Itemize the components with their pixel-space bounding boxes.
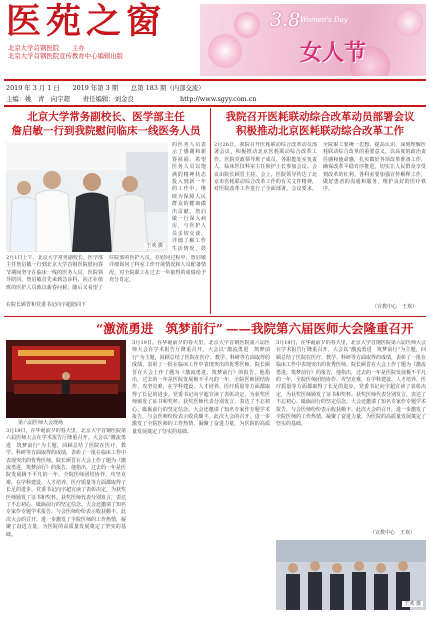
- flower-decoration: [395, 8, 423, 36]
- date-issue: 2019 年 3 月 1 日 2019 年第 3 期 总第 183 期（内部交流）: [6, 84, 205, 92]
- article3-body-right: 3月19日，在华诞前夕的春天里，北京大学首钢医院第六届医师大会在学术报告厅隆重召开。大会以“激流勇进 筑梦前行”为主题，回顾总结了医院在医疗、教学、科研等方面取得的成绩，表彰了一批在临床工作中表现突出的优秀医师。院长顾晋在大会上作了题为《激流勇进，筑梦前行》的报告，他指出，过去的一年是医院发展极不平凡的一年，全院医师团结协作、攻坚克难，在学科建设、人才培养、医疗质量等方面都取得了长足的进步。党委书记向宇超宣读了表彰决定，为获奖医师颁发了证书和奖杯。获奖医师代表分别发言，表达了不忘初心、砥砺前行的坚定信念。大会还邀请了知名专家作专题学术报告，与会医师纷纷表示收获颇丰。此次大会的召开，进一步激发了全院医师的工作热情，凝聚了奋进力量，为医院的高质量发展奠定了坚实的基础。: [276, 340, 426, 428]
- section-rule: [4, 316, 426, 317]
- article2-headline-line1[interactable]: 我院召开医耗联动综合改革动员部署会议: [225, 111, 415, 123]
- banner-en-title: 3.8: [270, 9, 301, 31]
- website-link[interactable]: http://www.sgyy.com.cn: [180, 95, 257, 103]
- header-bottom-rule: [4, 105, 426, 107]
- article3-body-middle: 3月19日，在华诞前夕的春天里，北京大学首钢医院第六届医师大会在学术报告厅隆重召开。大会以“激流勇进 筑梦前行”为主题，回顾总结了医院在医疗、教学、科研等方面取得的成绩，表彰了一批在临床工作中表现突出的优秀医师。院长顾晋在大会上作了题为《激流勇进，筑梦前行》的报告，他指出，过去的一年是医院发展极不平凡的一年，全院医师团结协作、攻坚克难，在学科建设、人才培养、医疗质量等方面都取得了长足的进步。党委书记向宇超宣读了表彰决定，为获奖医师颁发了证书和奖杯。获奖医师代表分别发言，表达了不忘初心、砥砺前行的坚定信念。大会还邀请了知名专家作专题学术报告，与会医师纷纷表示收获颇丰。此次大会的召开，进一步激发了全院医师的工作热情，凝聚了奋进力量，为医院的高质量发展奠定了坚实的基础。: [132, 340, 270, 435]
- masthead-title: 医苑之窗: [6, 1, 167, 42]
- editorial-staff: 主编：姚 青 向宇超 责任编辑：刘金良: [6, 95, 134, 103]
- article3-photo: [6, 340, 126, 418]
- publisher-line: 北京大学首钢医院 主办: [8, 44, 85, 52]
- article2-headline-line2[interactable]: 积极推动北京医耗联动综合改革工作: [236, 125, 404, 137]
- flower-decoration: [234, 12, 260, 38]
- article3-body-left: 3月19日，在华诞前夕的春天里，北京大学首钢医院第六届医师大会在学术报告厅隆重召开。大会以“激流勇进 筑梦前行”为主题，回顾总结了医院在医疗、教学、科研等方面取得的成绩，表彰了一批在临床工作中表现突出的优秀医师。院长顾晋在大会上作了题为《激流勇进，筑梦前行》的报告，他指出，过去的一年是医院发展极不平凡的一年，全院医师团结协作、攻坚克难，在学科建设、人才培养、医疗质量等方面都取得了长足的进步。党委书记向宇超宣读了表彰决定，为获奖医师颁发了证书和奖杯。获奖医师代表分别发言，表达了不忘初心、砥砺前行的坚定信念。大会还邀请了知名专家作专题学术报告，与会医师纷纷表示收获颇丰。此次大会的召开，进一步激发了全院医师的工作热情，凝聚了奋进力量，为医院的高质量发展奠定了坚实的基础。: [6, 428, 126, 538]
- article1-body-bottom: 2月1日上午，北京大学常务副校长、医学部主任詹启敏一行到北京大学首钢医院慰问春节期间坚守在临床一线的医务人员，医院领导陪同。詹启敏首先来到急诊科，向正在值班的医护人员致以新春问候，随后又看望了住院部的医护人员。在慰问过程中，詹启敏详细询问了科室工作开展情况和人员配备情况，对全院职工在过去一年取得的成绩给予充分肯定。: [6, 255, 206, 291]
- article3-second-photo: [276, 540, 426, 610]
- article1-headline-line2[interactable]: 詹启敏一行到我院慰问临床一线医务人员: [11, 125, 201, 137]
- article1-photo: [6, 142, 168, 252]
- editor-line: 北京大学首钢医院宣传教育中心编辑出版: [8, 52, 124, 60]
- article1-photo-caption: 在院长顾晋和党委书记向宇超陪同下: [6, 302, 87, 308]
- article1-headline-line1[interactable]: 北京大学常务副校长、医学部主任: [27, 111, 185, 123]
- masthead-rule: [4, 79, 426, 81]
- article3-photo-caption: 第六届医师大会现场: [18, 420, 64, 426]
- banner-en-subtitle: Women's Day: [300, 16, 348, 24]
- conference-stage-illustration: [6, 340, 126, 418]
- flower-decoration: [208, 34, 242, 68]
- column-divider: [210, 108, 211, 314]
- article1-photo-credit: 王欢 摄: [146, 243, 163, 249]
- article2-source: （宣教中心 王欢）: [372, 304, 418, 310]
- banner-cn-title: 女人节: [300, 40, 367, 66]
- article2-body: 2月26日，我院召开医耗联动综合改革动员部署会议，积极推动北京医耗联动综合改革工作。医院党政领导班子成员、各职能处室负责人、临床医技科室主任和护士长参加会议。会议由院长顾晋主持。会上，医院领导传达了北京市医耗联动综合改革工作的有关文件精神，对医院改革工作进行了全面部署。会议要求，全院职工要统一思想、提高认识，深刻理解医耗联动综合改革的重要意义，以高度的政治责任感和使命感，扎实做好各项改革准备工作，确保改革平稳有序推进，切实让人民群众享受到改革的红利。各科室要加强宣传解释工作，做好患者的沟通和服务，维护良好的医疗秩序。: [214, 142, 426, 193]
- article1-body-right: 的医务人员表示了感谢和新春祝福，希望医务人员以饱满的精神状态投入到新一年的工作中，继续为保障人民群众的健康做出贡献。詹启敏一行深入病房，与医护人员亲切交谈，详细了解工作生活情况，鼓: [172, 142, 206, 252]
- hospital-visit-illustration: [6, 142, 168, 252]
- article3-source: （宣教中心 王欢）: [370, 530, 416, 536]
- award-ceremony-illustration: [276, 540, 426, 610]
- article3-headline[interactable]: ——我院第六届医师大会隆重召开: [226, 321, 414, 336]
- article3-photo-credit: 王欢 摄: [404, 601, 421, 607]
- article3-kicker[interactable]: “激流勇进 筑梦前行”: [96, 321, 223, 336]
